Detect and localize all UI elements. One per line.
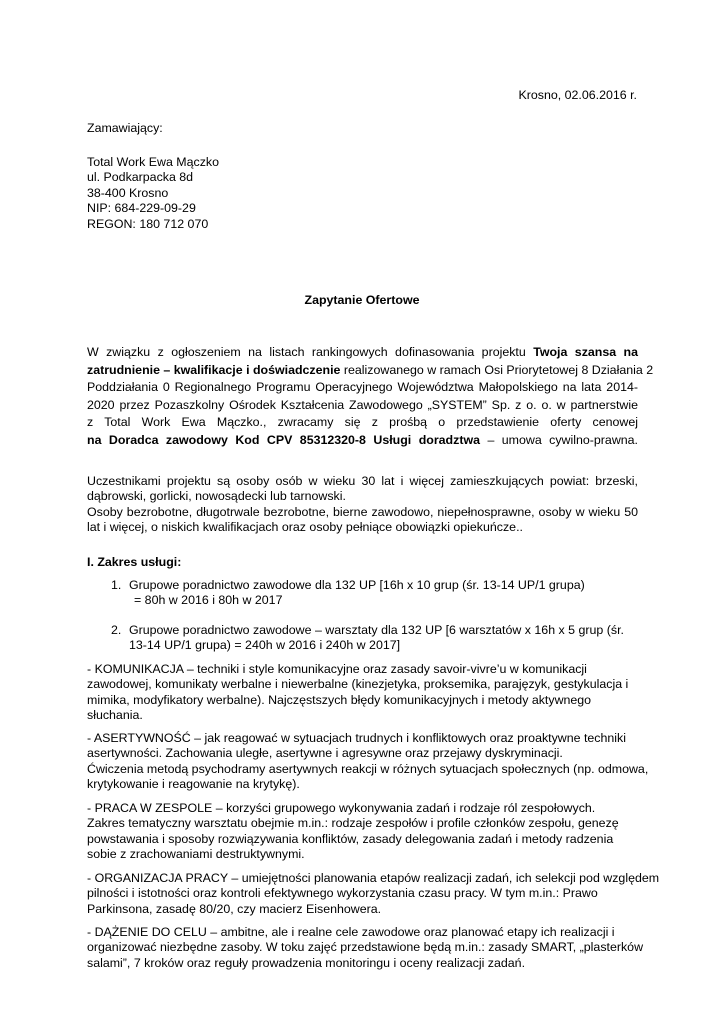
document-title: Zapytanie Ofertowe <box>304 293 420 307</box>
project-name-bold: Twoja szansa na <box>533 345 638 359</box>
topic-line: - ASERTYWNOŚĆ – jak reagować w sytuacjach trudnych i konfliktowych oraz proaktywne techniki <box>87 731 626 745</box>
intro-paragraph <box>87 344 654 450</box>
list-text-line: Grupowe poradnictwo zawodowe dla 132 UP [16h x 10 grup (śr. 13-14 UP/1 grupa) <box>129 578 585 592</box>
intro-text: – umowa cywilno-prawna. <box>487 432 638 447</box>
list-text-line: Grupowe poradnictwo zawodowe – warsztaty dla 132 UP [6 warsztatów x 16h x 5 grup (śr. <box>129 623 624 637</box>
participants-line: Osoby bezrobotne, długotrwale bezrobotne, bierne zawodowo, niepełnosprawne, osoby w wieku 50 <box>87 504 638 519</box>
section-heading: I. Zakres usługi: <box>87 555 182 569</box>
participants-line: Uczestnikami projektu są osoby osób w wieku 30 lat i więcej zamieszkujących powiat: brzeski, <box>87 474 638 488</box>
intro-line: Poddziałania 0 Regionalnego Programu Operacyjnego Województwa Małopolskiego na lata 2014- <box>87 380 638 395</box>
topic-line: sobie z zrachowaniami destruktywnymi. <box>87 847 305 862</box>
participants-line: dąbrowski, gorlicki, nowosądecki lub tarnowski. <box>87 489 346 504</box>
list-number: 2. <box>111 623 122 637</box>
topic-line: krytykowanie i reagowanie na krytykę). <box>87 777 300 792</box>
intro-line <box>87 344 638 362</box>
topic-line: słuchania. <box>87 708 143 723</box>
topic-dazenie-do-celu <box>87 925 644 971</box>
participants-line: lat i więcej, o niskich kwalifikacjach oraz osoby pełniące obowiązki opiekuńcze.. <box>87 520 523 535</box>
topic-line: - PRACA W ZESPOLE – korzyści grupowego wykonywania zadań i rodzaje ról zespołowych. <box>87 801 596 815</box>
address-line: NIP: 684-229-09-29 <box>87 201 196 216</box>
topic-praca-w-zespole <box>87 801 638 863</box>
service-name-bold: na Doradca zawodowy Kod CPV 85312320-8 Usługi doradztwa <box>87 432 480 447</box>
topic-line: asertywności. Zachowania uległe, asertywne i agresywne oraz przejawy dyskryminacji. <box>87 746 563 761</box>
topic-line: Parkinsona, zasadę 80/20, czy macierz Eisenhowera. <box>87 901 382 916</box>
list-text <box>129 623 639 654</box>
address-line: Total Work Ewa Mączko <box>87 155 219 169</box>
intro-line: 2020 przez Pozaszkolny Ośrodek Kształcenia Zawodowego „SYSTEM” Sp. z o. o. w partnerstwie <box>87 397 638 412</box>
intro-line <box>87 432 638 450</box>
topic-line: pilności i istotności oraz kontroli efektywnego wykorzystania czasu pracy. W tym m.in.: Prawo <box>87 886 598 901</box>
intro-text: realizowanego w ramach Osi Priorytetowej 8 Działania 2 <box>343 362 654 377</box>
participants-paragraph <box>87 474 638 536</box>
intro-line <box>87 362 654 380</box>
topic-line: Zakres tematyczny warsztatu obejmie m.in.: rodzaje zespołów i profile członków zespołu, genezę <box>87 816 619 831</box>
date-line: Krosno, 02.06.2016 r. <box>518 88 637 102</box>
list-number: 1. <box>111 578 122 592</box>
intro-line: z Total Work Ewa Mączko., zwracamy się z prośbą o przedstawienie oferty cenowej <box>87 415 638 430</box>
address-line: 38-400 Krosno <box>87 185 169 200</box>
address-line: REGON: 180 712 070 <box>87 216 209 231</box>
topic-line: - KOMUNIKACJA – techniki i style komunikacyjne oraz zasady savoir-vivre’u w komunikacji <box>87 662 587 676</box>
address-line: ul. Podkarpacka 8d <box>87 170 194 185</box>
ordering-party-address <box>87 155 219 232</box>
topic-line: organizować niezbędne zasoby. W toku zajęć przedstawione będą m.in.: zasady SMART, „plasterków <box>87 940 644 955</box>
project-name-bold: zatrudnienie – kwalifikacje i doświadczenie <box>87 362 341 377</box>
list-text <box>129 578 639 609</box>
topic-line: - ORGANIZACJA PRACY – umiejętności planowania etapów realizacji zadań, ich selekcji pod względem <box>87 871 660 885</box>
list-text-line: 13-14 UP/1 grupa) = 240h w 2016 i 240h w 2017] <box>129 638 401 653</box>
topic-line: Ćwiczenia metodą psychodramy asertywnych reakcji w różnych sytuacjach społecznych (np. odmowa, <box>87 761 649 776</box>
intro-text: W związku z ogłoszeniem na listach rankingowych dofinasowania projektu <box>87 345 526 359</box>
topic-komunikacja <box>87 662 638 724</box>
topic-asertywnosc <box>87 731 649 793</box>
topic-organizacja-pracy <box>87 871 660 917</box>
topic-line: zawodowej, komunikaty werbalne i niewerbalne (kinezjetyka, proksemika, parajęzyk, gestykulacja i <box>87 677 629 692</box>
topic-line: - DĄŻENIE DO CELU – ambitne, ale i realne cele zawodowe oraz planować etapy ich realizacji i <box>87 925 615 939</box>
ordering-party-label: Zamawiający: <box>87 121 163 135</box>
list-text-line: = 80h w 2016 i 80h w 2017 <box>134 593 283 608</box>
topic-line: powstawania i sposoby rozwiązywania konfliktów, zasady delegowania zadań i metody radzenia <box>87 831 614 846</box>
topic-line: mimika, modyfikatory werbalne). Najczęstszych błędy komunikacyjnych i metody aktywnego <box>87 692 592 707</box>
topic-line: salami”, 7 kroków oraz reguły prowadzenia monitoringu i oceny realizacji zadań. <box>87 955 526 970</box>
